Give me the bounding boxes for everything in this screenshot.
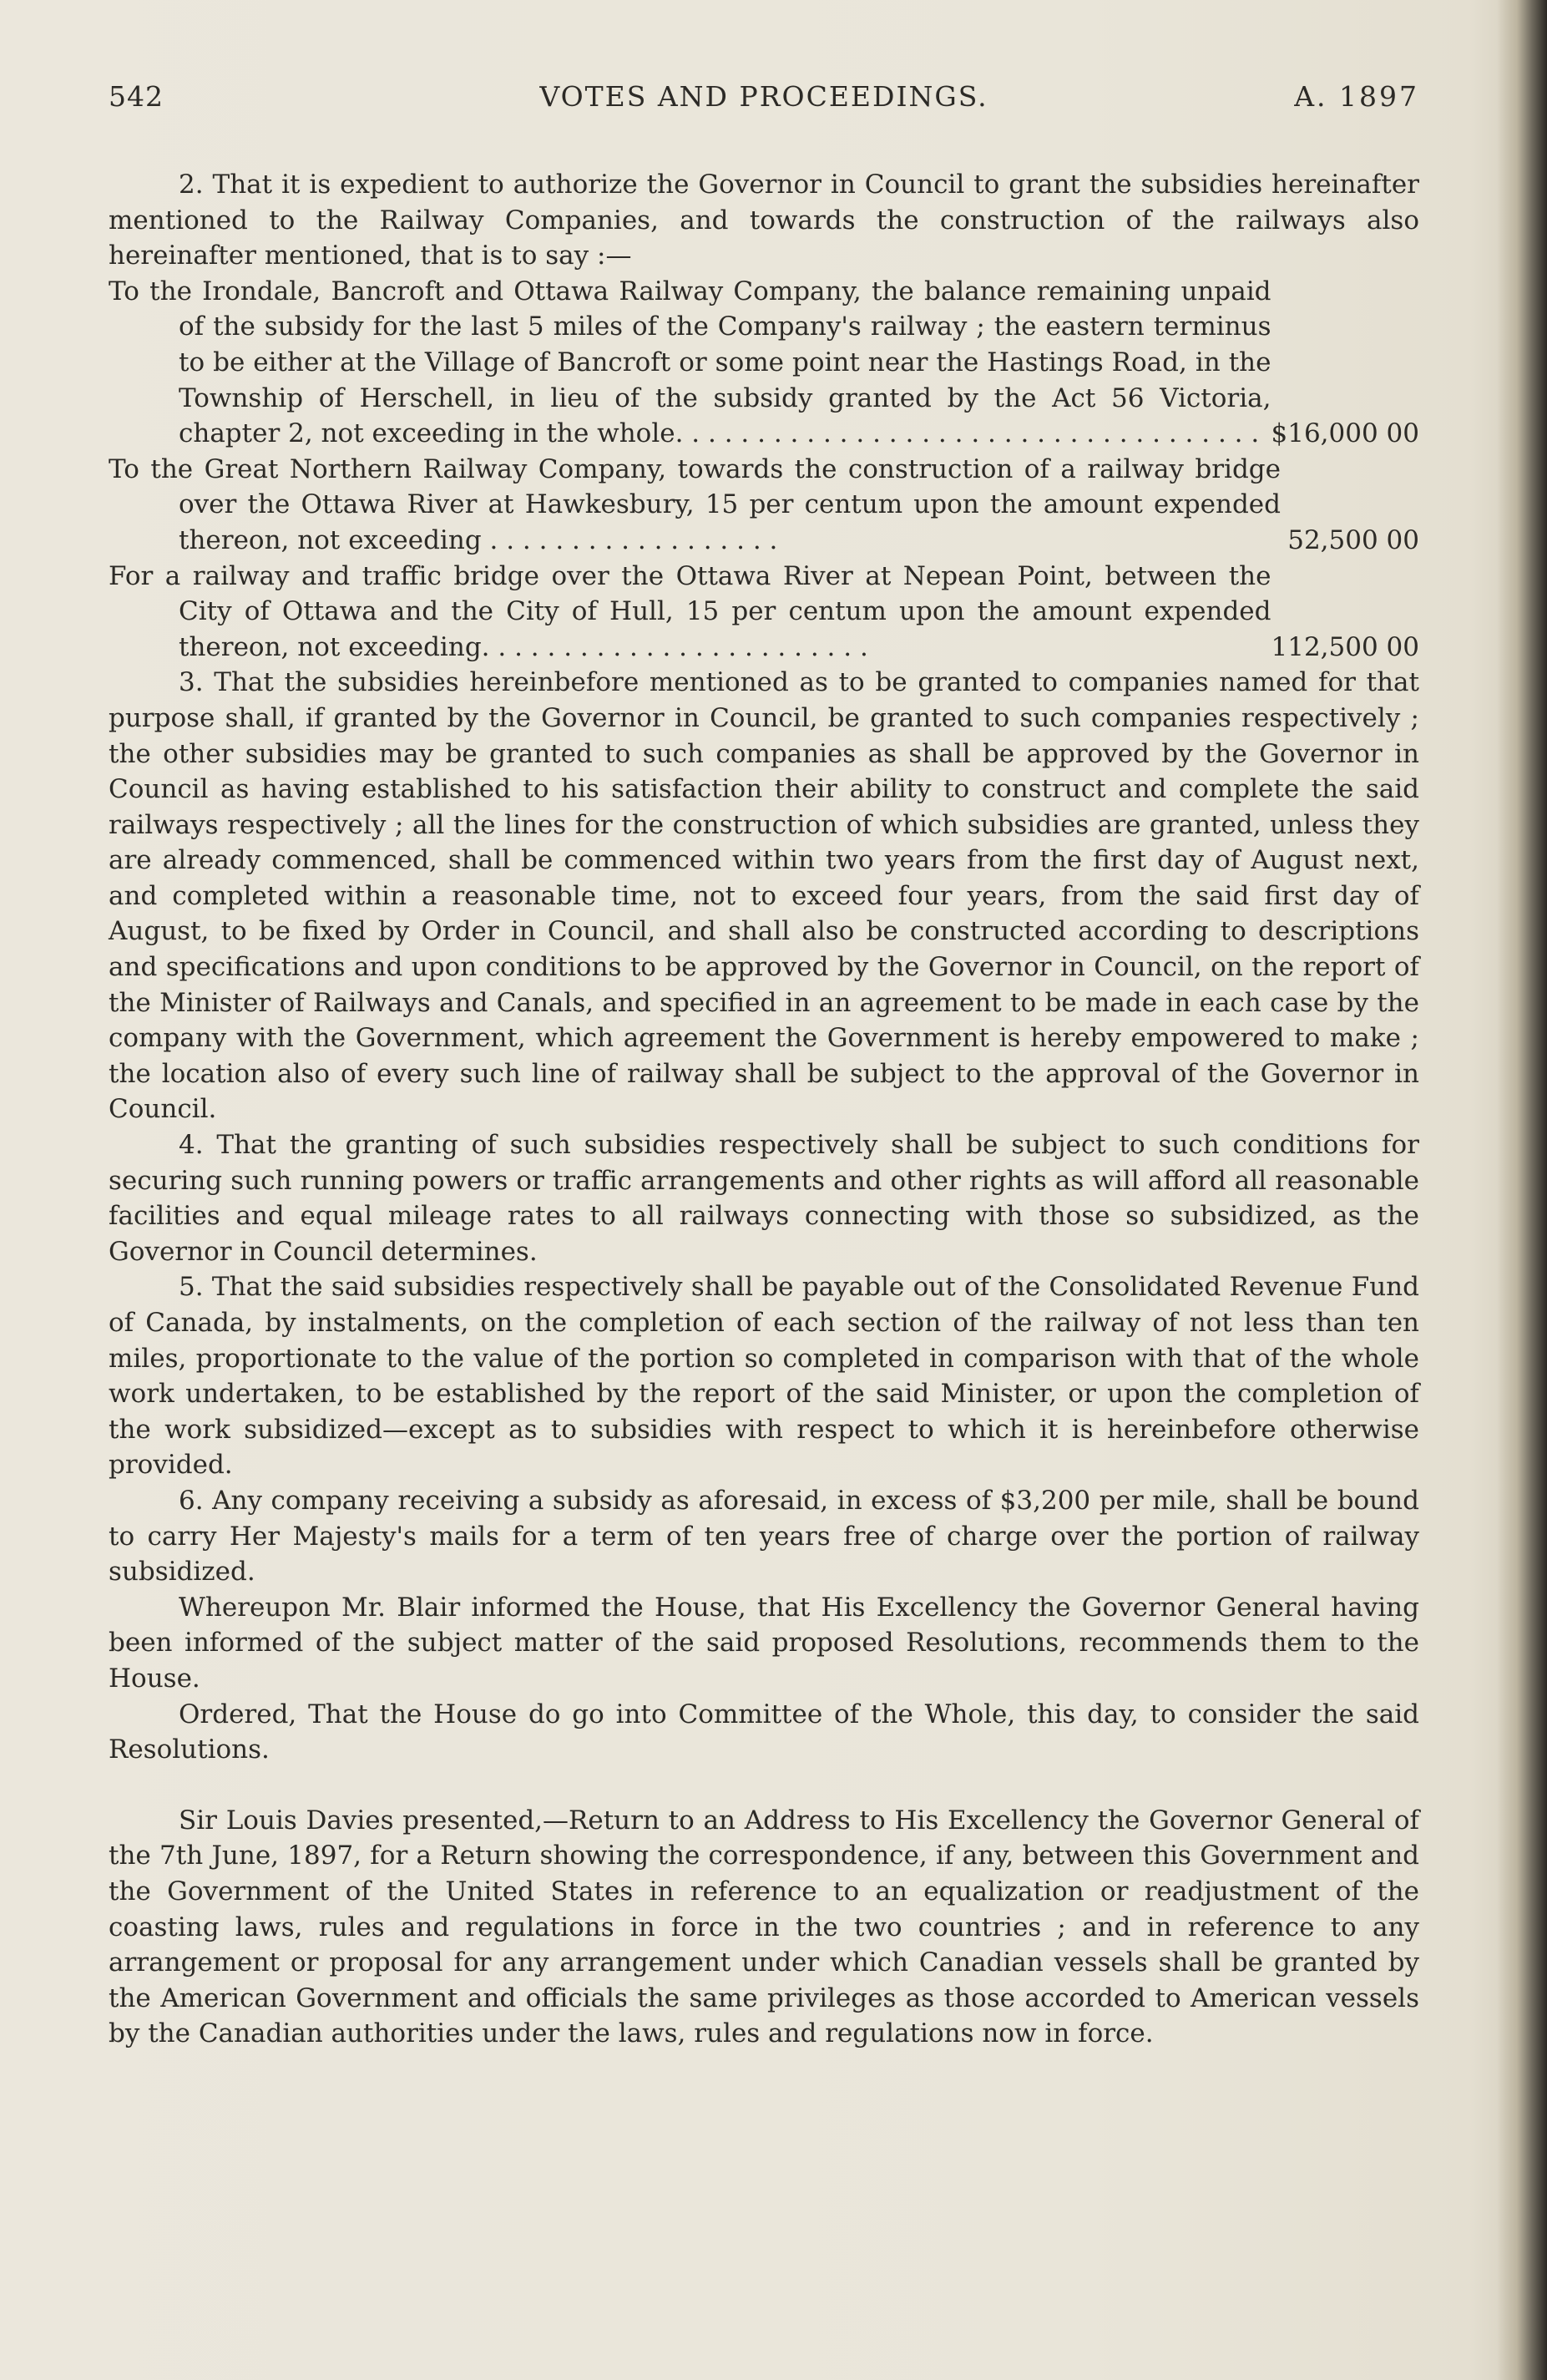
page-body — [109, 167, 1419, 2052]
resolution-2-intro: 2. That it is expedient to authorize the Governor in Council to grant the subsidies hereinafter mentioned to the Railway Companies, and towards the construction of the railways also hereinafter mentioned, that is to say :— — [109, 170, 1419, 271]
section-spacer — [109, 1768, 1419, 1803]
subsidy-item-nepean-bridge — [109, 559, 1419, 666]
subsidy-item-great-northern — [109, 452, 1419, 559]
page-number: 542 — [109, 80, 164, 113]
resolution-6: 6. Any company receiving a subsidy as aforesaid, in excess of $3,200 per mile, shall be bound to carry Her Majesty's mails for a term of ten years free of charge over the portion of railway subsidized. — [109, 1485, 1419, 1588]
subsidy-item-amount: $16,000 00 — [1271, 418, 1419, 449]
ordered-paragraph: Ordered, That the House do go into Committee of the Whole, this day, to consider the said Resolutions. — [109, 1699, 1419, 1765]
resolution-4: 4. That the granting of such subsidies respectively shall be subject to such conditions for securing such running powers or traffic arrangements and other rights as will afford all reasonable facilities and equal mileage rates to all railways connecting with those so subsidized, as the Governor in Council determines. — [109, 1130, 1419, 1267]
resolution-5: 5. That the said subsidies respectively shall be payable out of the Consolidated Revenue Fund of Canada, by instalments, on the completion of each section of the railway of not less than ten miles, proportionate to the value of the portion so completed in comparison with that of the whole work undertaken, to be established by the report of the said Minister, or upon the completion of the work subsidized—except as to subsidies with respect to which it is hereinbefore otherwise provided. — [109, 1272, 1419, 1481]
subsidy-item-text: For a railway and traffic bridge over the Ottawa River at Nepean Point, between the City of Ottawa and the City of Hull, 15 per centum upon the amount expended thereon, not exceeding. . . . . . . . . . . . . . . . . . . . . . . . — [109, 560, 1271, 662]
running-head — [109, 80, 1419, 122]
davies-return-paragraph: Sir Louis Davies presented,—Return to an Address to His Excellency the Governor General of the 7th June, 1897, for a Return showing the correspondence, if any, between this Government and the Government of the United States in reference to an equalization or readjustment of the coasting laws, rules and regulations in force in the two countries ; and in reference to any arrangement or proposal for any arrangement under which Canadian vessels shall be granted by the American Government and officials the same privileges as those accorded to American vessels by the Canadian authorities under the laws, rules and regulations now in force. — [109, 1805, 1419, 2049]
page-title: VOTES AND PROCEEDINGS. — [539, 80, 988, 113]
subsidy-item-amount: 112,500 00 — [1271, 631, 1419, 662]
subsidy-item-text: To the Irondale, Bancroft and Ottawa Railway Company, the balance remaining unpaid of the subsidy for the last 5 miles of the Company's railway ; the eastern terminus to be either at the Village of Bancroft or some point near the Hastings Road, in the Township of Herschell, in lieu of the subsidy granted by the Act 56 Victoria, chapter 2, not exceeding in the whole. . . . . . . . . . . . . . . . . . . . . . . . . . . . . . . . . . . . — [109, 276, 1271, 449]
subsidy-item-irondale — [109, 274, 1419, 452]
subsidy-item-amount: 52,500 00 — [1287, 524, 1419, 555]
session-year: A. 1897 — [1294, 80, 1419, 113]
page-edge-shadow — [1497, 0, 1547, 2380]
subsidy-item-text: To the Great Northern Railway Company, towards the construction of a railway bridge over the Ottawa River at Hawkesbury, 15 per centum upon the amount expended thereon, not exceeding . . . . . . . . . . . . . . . . . . — [109, 453, 1281, 555]
resolution-3: 3. That the subsidies hereinbefore mentioned as to be granted to companies named for that purpose shall, if granted by the Governor in Council, be granted to such companies respectively ; the other subsidies may be granted to such companies as shall be approved by the Governor in Council as having established to his satisfaction their ability to construct and complete the said railways respectively ; all the lines for the construction of which subsidies are granted, unless they are already commenced, shall be commenced within two years from the first day of August next, and completed within a reasonable time, not to exceed four years, from the said first day of August, to be fixed by Order in Council, and shall also be constructed according to descriptions and specifications and upon conditions to be approved by the Governor in Council, on the report of the Minister of Railways and Canals, and specified in an agreement to be made in each case by the company with the Government, which agreement the Government is hereby empowered to make ; the location also of every such line of railway shall be subject to the approval of the Governor in Council. — [109, 667, 1419, 1125]
whereupon-paragraph: Whereupon Mr. Blair informed the House, that His Excellency the Governor General having been informed of the subject matter of the said proposed Resolutions, recommends them to the House. — [109, 1592, 1419, 1694]
